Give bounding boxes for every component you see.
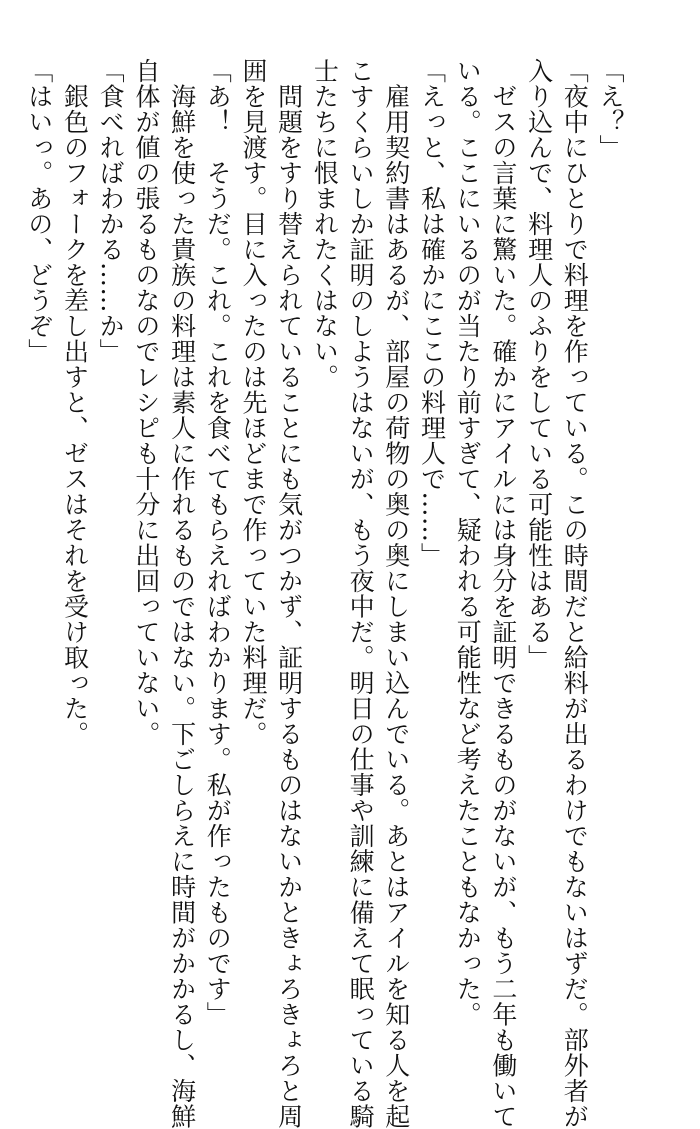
text-line: いる。ここにいるのが当たり前すぎて、疑われる可能性など考えたこともなかった。 (453, 58, 483, 1027)
text-line: 囲を見渡す。目に入ったのは先ほどまで作っていた料理だ。 (238, 58, 268, 747)
text-line: 「えっと、私は確かにここの料理人で……」 (417, 58, 447, 568)
text-line: 雇用契約書はあるが、部屋の荷物の奥の奥にしまい込んでいる。あとはアイルを知る人を起 (381, 58, 411, 1129)
text-line: 海鮮を使った貴族の料理は素人に作れるものではない。下ごしらえに時間がかかるし、海鮮 (167, 58, 197, 1129)
vertical-text-block (21, 58, 628, 1129)
text-line: 「あ！ そうだ。これ。これを食べてもらえればわかります。私が作ったものです」 (203, 58, 233, 1027)
text-line: 「え？」 (596, 58, 625, 160)
text-line: 銀色のフォークを差し出すと、ゼスはそれを受け取った。 (60, 58, 90, 747)
text-line: 「夜中にひとりで料理を作っている。この時間だと給料が出るわけでもないはずだ。部外者が (560, 58, 590, 1129)
text-line: 問題をすり替えられていることにも気がつかず、証明するものはないかときょろきょろと周 (274, 58, 304, 1129)
text-line: 「食べればわかる……か」 (96, 58, 126, 364)
text-line: 士たちに恨まれたくはない。 (310, 58, 340, 390)
text-line: 「はいっ。あの、どうぞ」 (24, 58, 54, 364)
text-line: 入り込んで、料理人のふりをしている可能性はある」 (524, 58, 554, 670)
text-line: こすくらいしか証明のしようはないが、もう夜中だ。明日の仕事や訓練に備えて眠っている騎 (346, 58, 376, 1129)
text-line: ゼスの言葉に驚いた。確かにアイルには身分を証明できるものがないが、もう二年も働いて (488, 58, 518, 1129)
text-line: 自体が値の張るものなのでレシピも十分に出回っていない。 (131, 58, 161, 747)
